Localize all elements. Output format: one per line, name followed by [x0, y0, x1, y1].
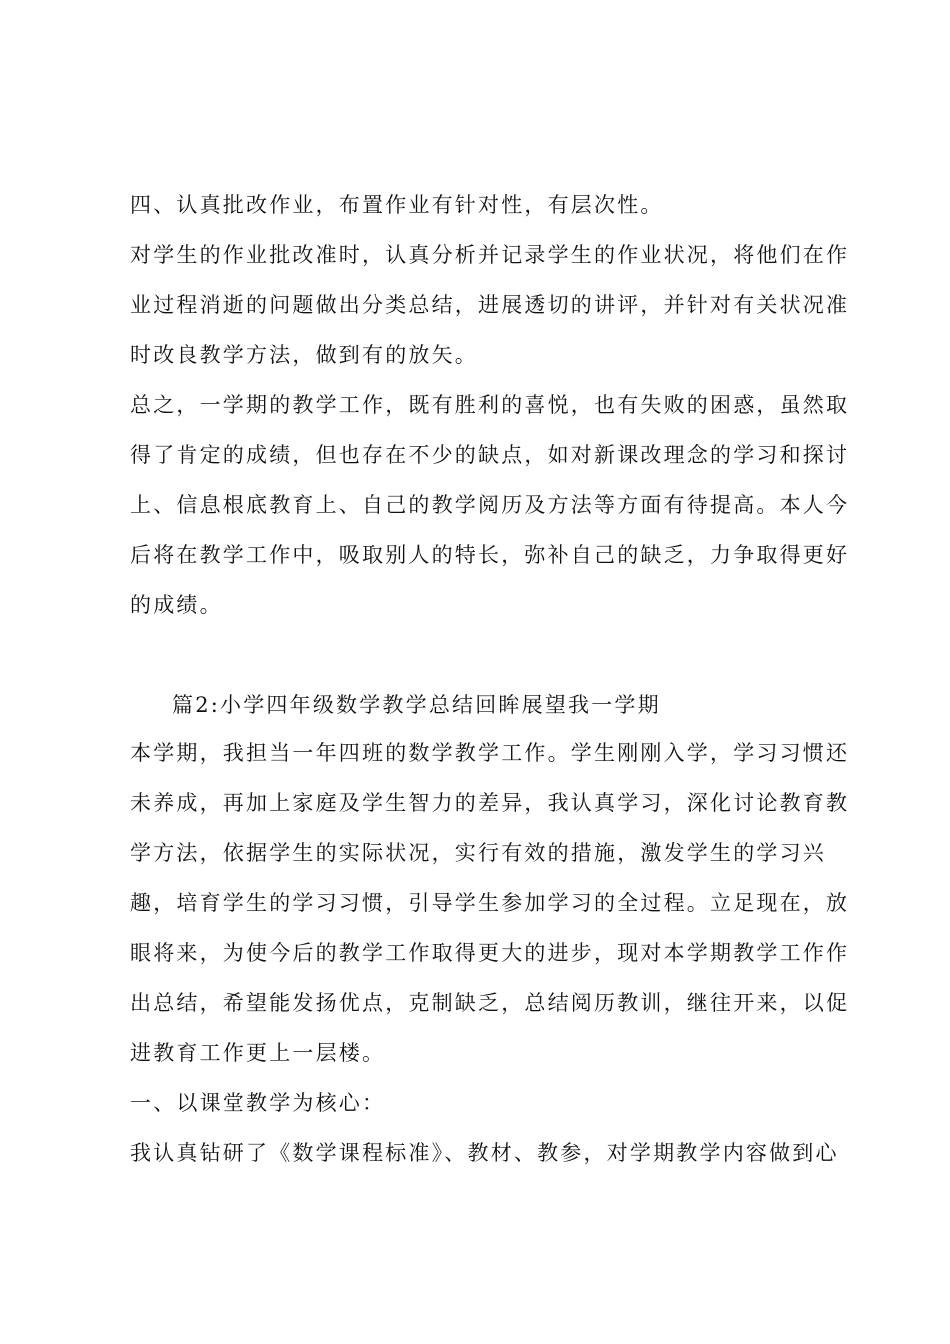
paragraph-line: 出总结，希望能发扬优点，克制缺乏，总结阅历教训，继往开来，以促 [130, 991, 850, 1015]
article-title: 篇2:小学四年级数学教学总结回眸展望我一学期 [172, 693, 661, 717]
paragraph-line: 我认真钻研了《数学课程标准》、教材、教参，对学期教学内容做到心 [130, 1141, 839, 1165]
paragraph-line: 学方法，依据学生的实际状况，实行有效的措施，激发学生的学习兴 [130, 841, 826, 865]
paragraph-line: 总之，一学期的教学工作，既有胜利的喜悦，也有失败的困惑，虽然取 [130, 393, 850, 417]
section-heading-classroom: 一、以课堂教学为核心： [130, 1091, 386, 1115]
paragraph-line: 上、信息根底教育上、自己的教学阅历及方法等方面有待提高。本人今 [130, 493, 850, 517]
paragraph-line: 业过程消逝的问题做出分类总结，进展透切的讲评，并针对有关状况准 [130, 293, 850, 317]
paragraph-line: 后将在教学工作中，吸取别人的特长，弥补自己的缺乏，力争取得更好 [130, 543, 850, 567]
section-heading-homework: 四、认真批改作业，布置作业有针对性，有层次性。 [130, 193, 664, 217]
paragraph-line: 本学期，我担当一年四班的数学教学工作。学生刚刚入学，学习习惯还 [130, 741, 850, 765]
paragraph-line: 眼将来，为使今后的教学工作取得更大的进步，现对本学期教学工作作 [130, 941, 850, 965]
paragraph-line: 未养成，再加上家庭及学生智力的差异，我认真学习，深化讨论教育教 [130, 791, 850, 815]
paragraph-line: 得了肯定的成绩，但也存在不少的缺点，如对新课改理念的学习和探讨 [130, 443, 850, 467]
paragraph-line: 趣，培育学生的学习习惯，引导学生参加学习的全过程。立足现在，放 [130, 891, 850, 915]
paragraph-line: 进教育工作更上一层楼。 [130, 1041, 386, 1065]
paragraph-line: 的成绩。 [130, 593, 223, 617]
paragraph-line: 对学生的作业批改准时，认真分析并记录学生的作业状况，将他们在作 [130, 243, 850, 267]
paragraph-line: 时改良教学方法，做到有的放矢。 [130, 343, 478, 367]
